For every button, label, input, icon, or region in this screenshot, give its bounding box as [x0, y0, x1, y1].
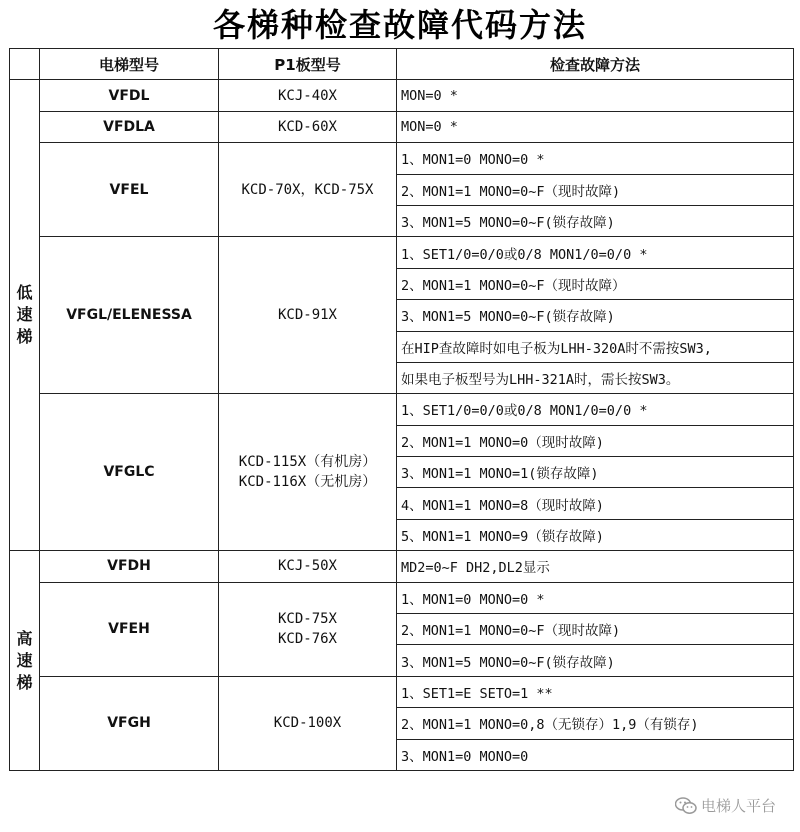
- check-method: MON=0 *: [397, 111, 794, 142]
- table-row: [10, 143, 794, 174]
- table-row: [10, 582, 794, 613]
- watermark-text: 电梯人平台: [700, 797, 776, 815]
- check-method: 2、MON1=1 MONO=0~F（现时故障): [397, 174, 794, 205]
- category-char: 低: [16, 283, 33, 303]
- category-char: 梯: [16, 672, 33, 692]
- check-method: 1、MON1=0 MONO=0 *: [397, 143, 794, 174]
- elevator-model: VFDH: [40, 551, 219, 582]
- check-method: 3、MON1=1 MONO=1(锁存故障): [397, 457, 794, 488]
- category-low-speed: [10, 80, 40, 551]
- check-method: 2、MON1=1 MONO=0（现时故障): [397, 425, 794, 456]
- check-method: 1、SET1=E SETO=1 **: [397, 676, 794, 707]
- board-model-line: KCJ-40X: [277, 87, 337, 104]
- board-model-line: KCD-76X: [277, 631, 337, 648]
- table-row: [10, 551, 794, 582]
- check-method: 4、MON1=1 MONO=8（现时故障): [397, 488, 794, 519]
- page-title: 各梯种检查故障代码方法: [212, 6, 587, 44]
- board-model: [219, 551, 397, 582]
- board-model-line: KCJ-50X: [277, 558, 337, 575]
- header-method: 检查故障方法: [397, 49, 794, 80]
- table-row: [10, 237, 794, 268]
- table-row: [10, 80, 794, 111]
- table-body: [10, 80, 794, 771]
- elevator-model: VFEL: [40, 143, 219, 237]
- board-model: [219, 80, 397, 111]
- elevator-model: VFDLA: [40, 111, 219, 142]
- header-model: 电梯型号: [40, 49, 219, 80]
- check-method: 1、MON1=0 MONO=0 *: [397, 582, 794, 613]
- elevator-model: VFGL/ELENESSA: [40, 237, 219, 394]
- table-row: [10, 394, 794, 425]
- elevator-model: VFGH: [40, 676, 219, 770]
- board-model: [219, 676, 397, 770]
- category-char: 梯: [16, 327, 33, 347]
- board-model-line: KCD-60X: [277, 118, 337, 135]
- table-row: [10, 111, 794, 142]
- check-method: 3、MON1=5 MONO=0~F(锁存故障): [397, 205, 794, 236]
- category-char: 速: [16, 650, 33, 670]
- board-model: [219, 582, 397, 676]
- check-method: 3、MON1=0 MONO=0: [397, 739, 794, 770]
- board-model-line: KCD-75X: [277, 611, 337, 628]
- elevator-model: VFDL: [40, 80, 219, 111]
- check-method: 在HIP查故障时如电子板为LHH-320A时不需按SW3,: [397, 331, 794, 362]
- check-method: 3、MON1=5 MONO=0~F(锁存故障): [397, 645, 794, 676]
- table-row: [10, 676, 794, 707]
- board-model-line: KCD-70X，KCD-75X: [241, 181, 374, 198]
- board-model: [219, 111, 397, 142]
- check-method: 2、MON1=1 MONO=0~F（现时故障）: [397, 268, 794, 299]
- check-method: 2、MON1=1 MONO=0,8（无锁存）1,9（有锁存): [397, 708, 794, 739]
- elevator-model: VFEH: [40, 582, 219, 676]
- header-board: P1板型号: [219, 49, 397, 80]
- check-method: 5、MON1=1 MONO=9（锁存故障): [397, 519, 794, 550]
- board-model-line: KCD-91X: [277, 307, 337, 324]
- board-model: [219, 143, 397, 237]
- category-high-speed: [10, 551, 40, 771]
- check-method: MON=0 *: [397, 80, 794, 111]
- category-char: 速: [16, 305, 33, 325]
- check-method: 1、SET1/0=0/0或0/8 MON1/0=0/0 *: [397, 237, 794, 268]
- watermark: [675, 795, 776, 816]
- wechat-icon: [675, 797, 697, 815]
- category-char: 高: [16, 628, 33, 648]
- elevator-model: VFGLC: [40, 394, 219, 551]
- board-model-line: KCD-116X（无机房）: [238, 474, 377, 491]
- check-method: 如果电子板型号为LHH-321A时，需长按SW3。: [397, 362, 794, 393]
- check-method: 1、SET1/0=0/0或0/8 MON1/0=0/0 *: [397, 394, 794, 425]
- board-model: [219, 394, 397, 551]
- board-model: [219, 237, 397, 394]
- board-model-line: KCD-115X（有机房）: [238, 454, 377, 471]
- fault-code-table: [9, 48, 794, 771]
- header-row: [10, 49, 794, 80]
- check-method: MD2=0~F DH2,DL2显示: [397, 551, 794, 582]
- board-model-line: KCD-100X: [273, 715, 342, 732]
- check-method: 2、MON1=1 MONO=0~F（现时故障): [397, 614, 794, 645]
- header-blank: [10, 49, 40, 80]
- check-method: 3、MON1=5 MONO=0~F(锁存故障): [397, 300, 794, 331]
